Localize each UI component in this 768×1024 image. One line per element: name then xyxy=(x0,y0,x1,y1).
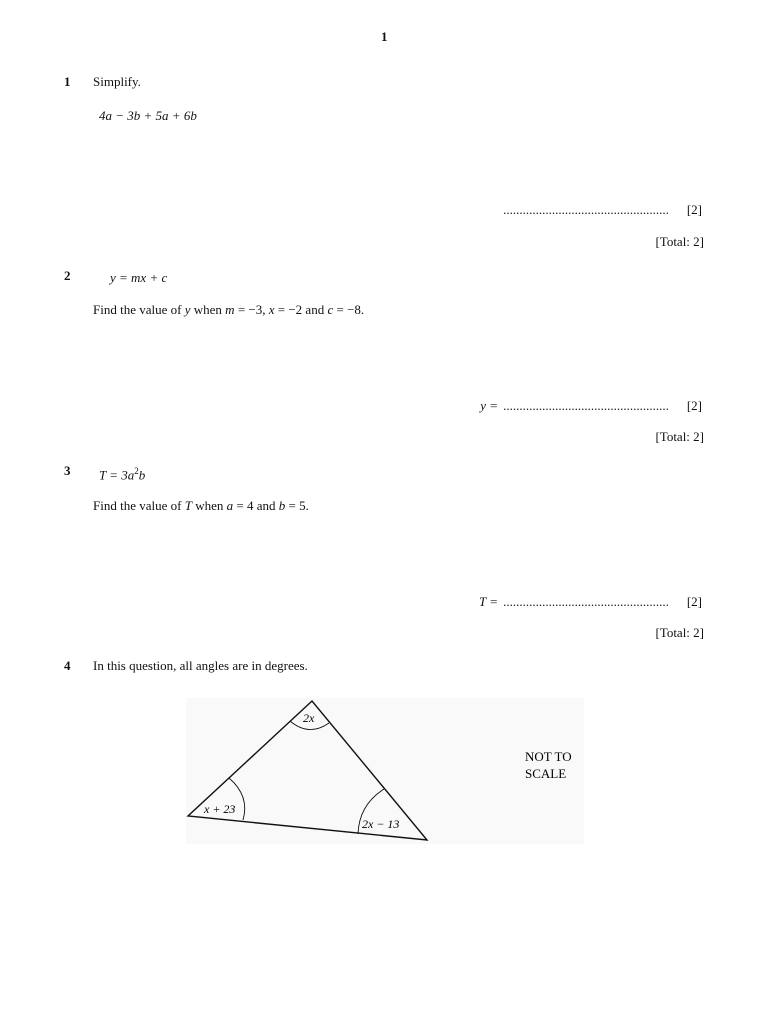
page-number: 1 xyxy=(381,29,388,44)
answer-dots: ................................................... xyxy=(503,398,669,413)
prompt-var: T xyxy=(184,498,192,513)
question-1-expression: 4a − 3b + 5a + 6b xyxy=(99,108,197,123)
angle-label-right: 2x − 13 xyxy=(362,817,400,831)
marks-label: [2] xyxy=(686,202,702,217)
prompt-text: = 5. xyxy=(285,498,309,513)
prompt-text: when xyxy=(190,302,226,317)
formula-exponent: 2 xyxy=(134,466,139,476)
prompt-var: m xyxy=(225,302,235,317)
prompt-text: when xyxy=(191,498,227,513)
prompt-var: y xyxy=(184,302,191,317)
not-to-scale-line2: SCALE xyxy=(525,766,567,781)
marks-label: [2] xyxy=(686,398,702,413)
answer-label: y = xyxy=(480,398,499,413)
prompt-text: Find the value of xyxy=(93,302,185,317)
question-4-number: 4 xyxy=(64,658,71,673)
prompt-text: = 4 and xyxy=(233,498,279,513)
answer-dots: ................................................... xyxy=(503,594,669,609)
formula-tail: b xyxy=(138,467,146,483)
question-1-number: 1 xyxy=(64,74,71,89)
angle-label-left: x + 23 xyxy=(204,802,236,816)
answer-dots: ................................................... xyxy=(503,202,669,217)
prompt-text: = −2 and xyxy=(274,302,328,317)
formula-base: T = 3a xyxy=(99,467,135,483)
prompt-var: b xyxy=(278,498,286,513)
question-2-formula: y = mx + c xyxy=(110,270,168,285)
prompt-var: c xyxy=(327,302,334,317)
question-4-prompt: In this question, all angles are in degrees. xyxy=(93,658,308,673)
question-1-total: [Total: 2] xyxy=(655,234,704,249)
not-to-scale-line1: NOT TO xyxy=(525,749,572,764)
marks-label: [2] xyxy=(686,594,702,609)
prompt-text: Find the value of xyxy=(93,498,185,513)
question-2-total: [Total: 2] xyxy=(655,429,704,444)
question-3-number: 3 xyxy=(64,463,71,478)
prompt-text: = −8. xyxy=(333,302,365,317)
angle-label-top: 2x xyxy=(303,711,315,725)
question-1-instruction: Simplify. xyxy=(93,74,141,89)
question-2-number: 2 xyxy=(64,268,71,283)
prompt-var: a xyxy=(226,498,234,513)
prompt-text: = −3, xyxy=(234,302,269,317)
answer-label: T = xyxy=(479,594,499,609)
question-3-total: [Total: 2] xyxy=(655,625,704,640)
prompt-var: x xyxy=(268,302,275,317)
